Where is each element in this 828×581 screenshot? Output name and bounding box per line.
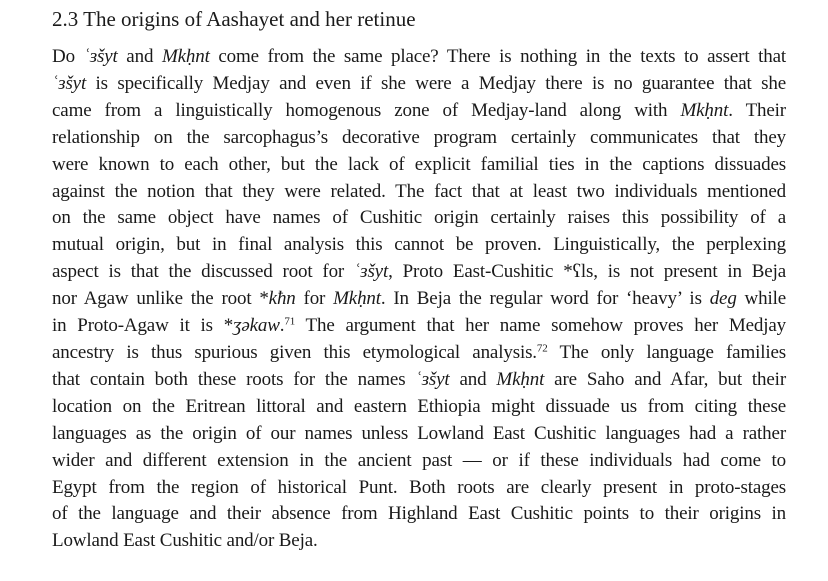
footnote-ref: 71 xyxy=(284,315,296,328)
text-run: are Saho and Afar, but their xyxy=(544,368,786,390)
paragraph-line xyxy=(52,501,786,528)
italic-term: Mkḥnt xyxy=(496,368,545,390)
text-run: The only language families xyxy=(547,341,786,363)
paragraph-line xyxy=(52,125,786,152)
text-run: that contain both these roots for the names xyxy=(52,368,416,390)
text-run: for xyxy=(295,288,334,310)
italic-term: ʿɜšyt xyxy=(83,46,118,67)
text-run: of the language and their absence from Highland East Cushitic points to their origins in xyxy=(52,503,786,525)
paragraph-line xyxy=(52,313,786,340)
paragraph-line xyxy=(52,44,786,71)
text-run: while xyxy=(736,288,787,310)
paragraph-line xyxy=(52,286,786,313)
text-run: on the same object have names of Cushitic origin certainly raises this possibility of a xyxy=(52,207,786,229)
italic-term: ʒəkaw xyxy=(233,315,280,337)
text-run: come from the same place? There is nothing in the texts to assert that xyxy=(209,46,786,67)
section-heading: 2.3 The origins of Aashayet and her retinue xyxy=(52,7,416,31)
italic-term: Mkḥnt xyxy=(680,99,729,121)
text-run: mutual origin, but in final analysis this cannot be proven. Linguistically, the perplexing xyxy=(52,234,786,256)
text-run: against the notion that they were related. The fact that at least two individuals mentioned xyxy=(52,180,786,202)
paragraph-line xyxy=(52,367,786,394)
text-run: . In Beja the regular word for ‘heavy’ is xyxy=(380,288,710,310)
text-run: Do xyxy=(52,46,84,67)
text-run: ancestry is thus spurious given this etymological analysis. xyxy=(52,341,537,363)
italic-term: ʿɜšyt xyxy=(354,261,389,283)
text-run: were known to each other, but the lack of explicit familial ties in the captions dissuades xyxy=(52,153,786,175)
paragraph-line xyxy=(52,71,786,98)
text-run: . Their xyxy=(728,99,786,121)
italic-term: kħn xyxy=(268,288,296,310)
paragraph-line xyxy=(52,232,786,259)
text-run: , Proto East-Cushitic *ʕls, is not present in Beja xyxy=(388,261,786,283)
text-run: relationship on the sarcophagus’s decorative program certainly communicates that they xyxy=(52,126,786,148)
text-run: is specifically Medjay and even if she were a Medjay there is no guarantee that she xyxy=(86,72,786,94)
text-run: Lowland East Cushitic and/or Beja. xyxy=(52,530,318,552)
italic-term: Mkḥnt xyxy=(333,288,381,310)
paragraph-line xyxy=(52,340,786,367)
text-run: location on the Eritrean littoral and eastern Ethiopia might dissuade us from citing these xyxy=(52,395,786,417)
paragraph-line xyxy=(52,152,786,179)
paragraph-line xyxy=(52,528,786,555)
text-run: and xyxy=(449,368,497,390)
text-run: in Proto-Agaw it is * xyxy=(52,315,234,337)
italic-term: Mkḥnt xyxy=(161,46,210,67)
text-run: aspect is that the discussed root for xyxy=(52,261,354,283)
footnote-ref: 72 xyxy=(536,342,548,355)
text-run: . xyxy=(279,315,285,337)
paragraph-line xyxy=(52,259,786,286)
paragraph-line xyxy=(52,394,786,421)
italic-term: ʿɜšyt xyxy=(415,368,450,390)
paragraph-line xyxy=(52,475,786,502)
text-run: The argument that her name somehow proves her Medjay xyxy=(295,315,786,337)
italic-term: deg xyxy=(709,288,737,310)
text-run: nor Agaw unlike the root * xyxy=(52,288,269,310)
text-run: wider and different extension in the ancient past — or if these individuals had come to xyxy=(52,449,786,471)
paragraph-line xyxy=(52,179,786,206)
paragraph-line xyxy=(52,205,786,232)
text-run: Egypt from the region of historical Punt. Both roots are clearly present in proto-stages xyxy=(52,476,786,498)
text-run: languages as the origin of our names unless Lowland East Cushitic languages had a rather xyxy=(52,422,786,444)
body-paragraph xyxy=(52,44,786,555)
paragraph-line xyxy=(52,98,786,125)
paragraph-line xyxy=(52,421,786,448)
paragraph-line xyxy=(52,448,786,475)
text-run: and xyxy=(117,46,162,67)
italic-term: ʿɜšyt xyxy=(52,72,87,94)
text-run: came from a linguistically homogenous zone of Medjay-land along with xyxy=(52,99,681,121)
